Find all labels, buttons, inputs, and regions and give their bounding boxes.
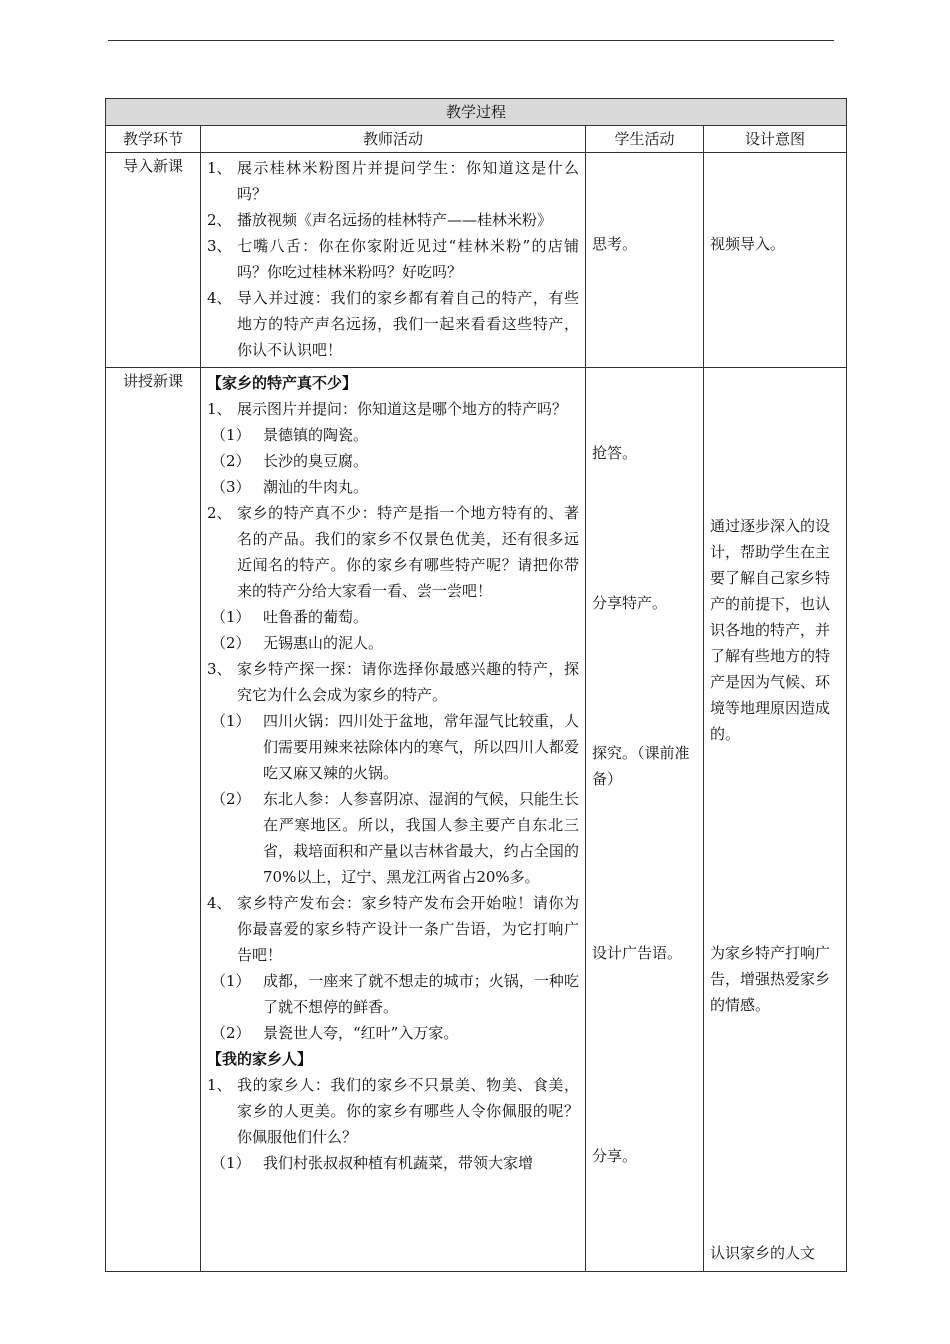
list-item <box>207 155 579 207</box>
table-caption: 教学过程 <box>106 99 847 126</box>
list-item <box>207 890 579 968</box>
student-activity-main <box>586 368 704 1272</box>
design-intent-main <box>704 368 847 1272</box>
stage-intro: 导入新课 <box>106 153 201 368</box>
design-intent-intro <box>704 153 847 368</box>
header-design: 设计意图 <box>704 126 847 153</box>
header-student: 学生活动 <box>586 126 704 153</box>
page-header-rule <box>108 40 834 41</box>
design-text-3: 认识家乡的人文 <box>710 1244 816 1262</box>
sub-text: 四川火锅：四川处于盆地，常年湿气比较重，人们需要用辣来祛除体内的寒气，所以四川人都爱吃又麻又辣的火锅。 <box>263 712 579 782</box>
header-teacher: 教师活动 <box>201 126 586 153</box>
sub-text: 景德镇的陶瓷。 <box>263 426 369 444</box>
sub-text: 景瓷世人夸，“红叶”入万家。 <box>263 1024 459 1042</box>
teacher-activity-intro <box>201 153 586 368</box>
sub-text: 吐鲁番的葡萄。 <box>263 608 369 626</box>
sub-item <box>207 604 579 630</box>
student-activity-intro <box>586 153 704 368</box>
item-text: 我的家乡人：我们的家乡不只景美、物美、食美，家乡的人更美。你的家乡有哪些人令你佩服的呢？你佩服他们什么？ <box>237 1076 579 1146</box>
sub-number: （1） <box>211 712 251 730</box>
student-text: 思考。 <box>592 235 638 253</box>
student-share-specialty: 分享特产。 <box>592 594 668 612</box>
sub-text: 成都，一座来了就不想走的城市；火锅，一种吃了就不想停的鲜香。 <box>263 972 579 1016</box>
item-number: 1、 <box>207 159 232 177</box>
sub-text: 长沙的臭豆腐。 <box>263 452 369 470</box>
sub-item <box>207 1150 579 1176</box>
sub-text: 无锡惠山的泥人。 <box>263 634 384 652</box>
teacher-activity-main <box>201 368 586 1272</box>
teaching-process-table <box>105 98 847 1272</box>
header-stage: 教学环节 <box>106 126 201 153</box>
sub-item <box>207 448 579 474</box>
item-text: 家乡特产发布会：家乡特产发布会开始啦！请你为你最喜爱的家乡特产设计一条广告语，为它打响广告吧！ <box>237 894 579 964</box>
table-row-intro <box>106 153 847 368</box>
sub-item <box>207 786 579 890</box>
item-text: 七嘴八舌：你在你家附近见过“桂林米粉”的店铺吗？你吃过桂林米粉吗？好吃吗？ <box>237 237 579 281</box>
item-text: 展示桂林米粉图片并提问学生：你知道这是什么吗？ <box>237 159 579 203</box>
sub-number: （1） <box>211 426 251 444</box>
design-text-1: 通过逐步深入的设计，帮助学生在主要了解自己家乡特产的前提下，也认识各地的特产，并了解有些地方的特产是因为气候、环境等地理原因造成的。 <box>710 517 831 743</box>
section-title: 【家乡的特产真不少】 <box>207 374 358 392</box>
sub-item <box>207 1020 579 1046</box>
item-number: 3、 <box>207 237 232 255</box>
sub-number: （3） <box>211 478 251 496</box>
list-item <box>207 1072 579 1150</box>
student-explore: 探究。（课前准备） <box>592 744 690 788</box>
item-number: 1、 <box>207 1076 232 1094</box>
stage-main: 讲授新课 <box>106 368 201 1272</box>
design-text-2: 为家乡特产打响广告，增强热爱家乡的情感。 <box>710 944 831 1014</box>
list-item <box>207 396 579 422</box>
list-item <box>207 285 579 363</box>
item-text: 家乡特产探一探：请你选择你最感兴趣的特产，探究它为什么会成为家乡的特产。 <box>237 660 579 704</box>
list-item <box>207 500 579 604</box>
item-number: 2、 <box>207 211 232 229</box>
item-text: 展示图片并提问：你知道这是哪个地方的特产吗？ <box>237 400 568 418</box>
sub-number: （2） <box>211 790 251 808</box>
student-answer: 抢答。 <box>592 444 638 462</box>
item-number: 2、 <box>207 504 232 522</box>
sub-number: （1） <box>211 972 251 990</box>
student-share: 分享。 <box>592 1147 638 1165</box>
sub-text: 潮汕的牛肉丸。 <box>263 478 369 496</box>
sub-text: 我们村张叔叔种植有机蔬菜，带领大家增 <box>263 1154 534 1172</box>
table-row-main <box>106 368 847 1272</box>
sub-number: （1） <box>211 608 251 626</box>
item-number: 3、 <box>207 660 232 678</box>
sub-number: （1） <box>211 1154 251 1172</box>
table-header-row <box>106 126 847 153</box>
student-ad: 设计广告语。 <box>592 944 683 962</box>
sub-text: 东北人参：人参喜阴凉、湿润的气候，只能生长在严寒地区。所以，我国人参主要产自东北三省，栽培面积和产量以吉林省最大，约占全国的70%以上，辽宁、黑龙江两省占20%多。 <box>263 790 579 886</box>
sub-number: （2） <box>211 634 251 652</box>
sub-item <box>207 422 579 448</box>
sub-item <box>207 708 579 786</box>
item-number: 4、 <box>207 289 232 307</box>
sub-item <box>207 630 579 656</box>
item-number: 1、 <box>207 400 232 418</box>
item-text: 家乡的特产真不少：特产是指一个地方特有的、著名的产品。我们的家乡不仅景色优美，还有很多远近闻名的特产。你的家乡有哪些特产呢？请把你带来的特产分给大家看一看、尝一尝吧！ <box>237 504 579 600</box>
item-number: 4、 <box>207 894 232 912</box>
sub-item <box>207 474 579 500</box>
design-text: 视频导入。 <box>710 235 786 253</box>
item-text: 播放视频《声名远扬的桂林特产——桂林米粉》 <box>237 211 553 229</box>
list-item <box>207 656 579 708</box>
item-text: 导入并过渡：我们的家乡都有着自己的特产，有些地方的特产声名远扬，我们一起来看看这些特产，你认不认识吧！ <box>237 289 579 359</box>
sub-item <box>207 968 579 1020</box>
list-item <box>207 207 579 233</box>
section-title: 【我的家乡人】 <box>207 1050 313 1068</box>
list-item <box>207 233 579 285</box>
sub-number: （2） <box>211 1024 251 1042</box>
sub-number: （2） <box>211 452 251 470</box>
